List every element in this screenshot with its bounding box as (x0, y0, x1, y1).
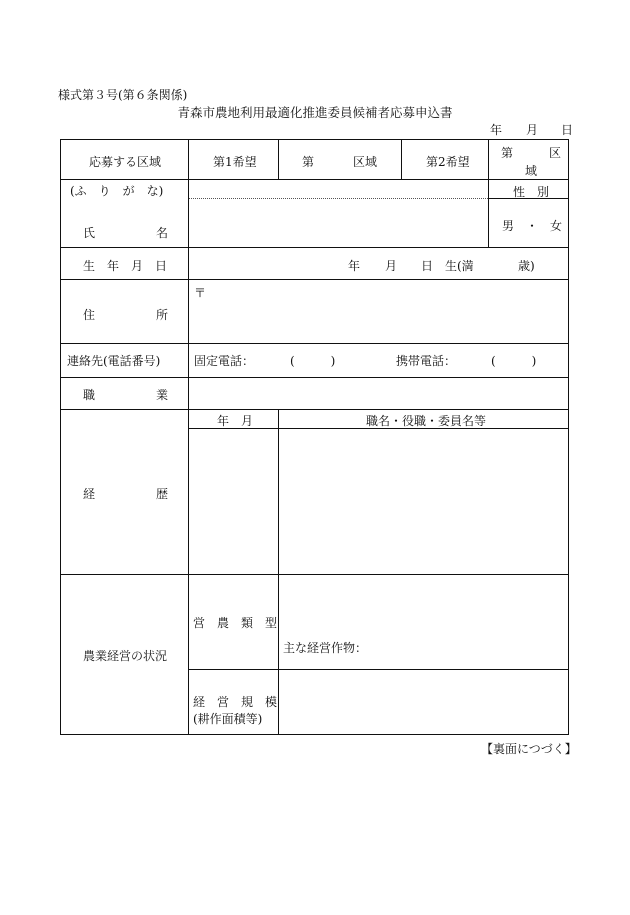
gender-label: 性 別 (513, 185, 550, 199)
date-year-label: 年 (490, 123, 503, 137)
address-label-1: 住 (83, 308, 96, 322)
first-choice-dai: 第 (302, 155, 315, 169)
page-title: 青森市農地利用最適化推進委員候補者応募申込書 (177, 105, 453, 120)
occupation-label-2: 業 (156, 388, 169, 402)
career-position-header: 職名・役職・委員名等 (366, 414, 487, 428)
continue-note: 【裏面につづく】 (481, 742, 577, 756)
application-form-table (60, 139, 569, 735)
birth-day-age: 日 生(満 (421, 259, 474, 273)
career-label-2: 歴 (156, 487, 169, 501)
farming-status-label: 農業経営の状況 (83, 649, 168, 663)
name-label-1: 氏 (83, 226, 96, 240)
birth-age-unit: 歳) (518, 259, 535, 273)
address-label-2: 所 (156, 308, 169, 322)
name-label-2: 名 (156, 226, 169, 240)
career-label-1: 経 (83, 487, 96, 501)
farming-scale-label: 経 営 規 模 (193, 695, 278, 709)
main-crops-label: 主な経営作物： (283, 641, 368, 655)
date-day-label: 日 (561, 123, 574, 137)
area-label: 応募する区域 (89, 155, 162, 169)
form-number: 様式第３号(第６条関係) (58, 88, 188, 102)
birth-year: 年 (348, 259, 361, 273)
career-date-header: 年 月 (217, 414, 254, 428)
second-choice-dai: 第 (501, 146, 514, 160)
first-choice-label: 第1希望 (213, 155, 257, 169)
mobile-parens: ( ) (491, 354, 537, 368)
first-choice-kuiki: 区域 (353, 155, 378, 169)
mobile-label: 携帯電話： (396, 354, 457, 368)
second-choice-ku: 区 (549, 146, 562, 160)
postal-mark: 〒 (194, 286, 207, 300)
landline-label: 固定電話： (194, 354, 255, 368)
birth-month: 月 (385, 259, 398, 273)
furigana-label: (ふ り が な) (70, 184, 164, 198)
occupation-label-1: 職 (83, 388, 96, 402)
gender-options: 男 ・ 女 (502, 219, 563, 233)
farming-scale-sub: (耕作面積等) (193, 712, 263, 726)
second-choice-label: 第2希望 (426, 155, 470, 169)
birth-label: 生 年 月 日 (83, 259, 167, 273)
second-choice-iki: 域 (525, 164, 538, 178)
farming-type-label: 営 農 類 型 (193, 616, 278, 630)
landline-parens: ( ) (290, 354, 336, 368)
date-month-label: 月 (526, 123, 539, 137)
contact-label: 連絡先(電話番号) (67, 354, 161, 368)
